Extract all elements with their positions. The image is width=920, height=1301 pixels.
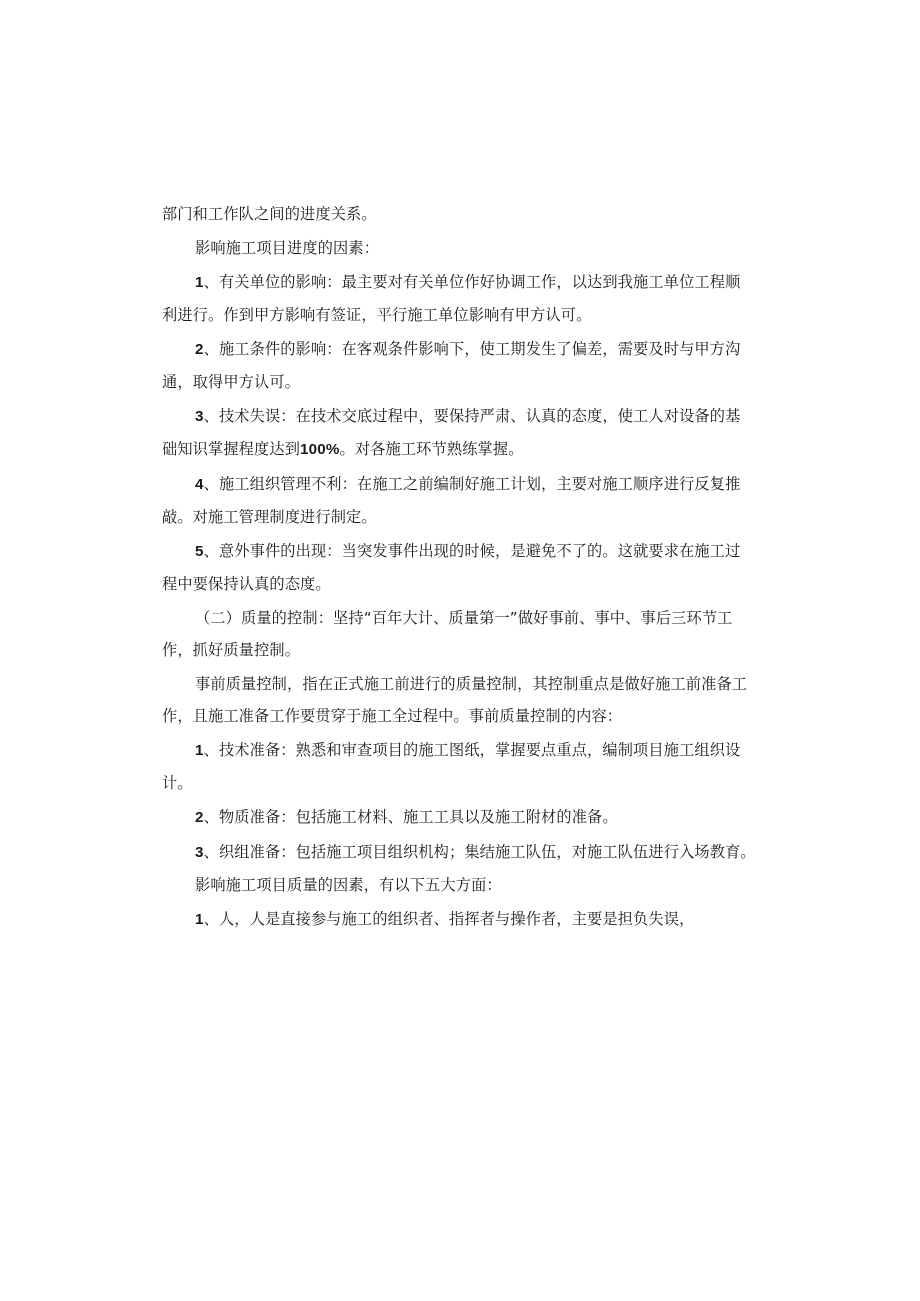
item-number: 1 xyxy=(195,274,204,291)
text-line xyxy=(162,433,758,466)
text-line xyxy=(162,700,758,732)
item-number: 1 xyxy=(195,911,204,928)
text-line xyxy=(162,801,758,834)
text-line xyxy=(162,634,758,666)
line-text: 影响施工项目进度的因素： xyxy=(195,239,380,257)
line-text: 、有关单位的影响：最主要对有关单位作好协调工作，以达到我施工单位工程顺 xyxy=(203,273,741,291)
text-line xyxy=(162,535,758,568)
line-text: 利进行。作到甲方影响有签证，平行施工单位影响有甲方认可。 xyxy=(162,306,592,324)
text-line xyxy=(162,501,758,533)
line-text: 计。 xyxy=(162,774,193,792)
text-line xyxy=(162,366,758,398)
line-text: 。对各施工环节熟练掌握。 xyxy=(339,440,524,458)
text-line xyxy=(162,266,758,299)
line-text: 作，且施工准备工作要贯穿于施工全过程中。事前质量控制的内容： xyxy=(162,707,623,725)
text-line xyxy=(162,734,758,767)
item-number: 3 xyxy=(195,844,204,861)
line-text: 、施工条件的影响：在客观条件影响下，使工期发生了偏差，需要及时与甲方沟 xyxy=(203,340,741,358)
text-line xyxy=(162,767,758,799)
line-text: （二）质量的控制：坚持“百年大计、质量第一”做好事前、事中、事后三环节工 xyxy=(195,609,733,627)
text-line xyxy=(162,468,758,501)
text-line xyxy=(162,903,758,936)
line-text: 程中要保持认真的态度。 xyxy=(162,575,331,593)
text-line xyxy=(162,568,758,600)
text-line xyxy=(162,198,758,230)
line-text: 、意外事件的出现：当突发事件出现的时候，是避免不了的。这就要求在施工过 xyxy=(203,542,741,560)
line-text: 敲。对施工管理制度进行制定。 xyxy=(162,508,377,526)
line-text: 、织组准备：包括施工项目组织机构；集结施工队伍，对施工队伍进行入场教育。 xyxy=(203,843,756,861)
text-line xyxy=(162,602,758,634)
inline-percent: 100% xyxy=(300,441,340,458)
line-text: 、物质准备：包括施工材料、施工工具以及施工附材的准备。 xyxy=(203,808,618,826)
item-number: 1 xyxy=(195,742,204,759)
text-line xyxy=(162,836,758,869)
item-number: 2 xyxy=(195,809,204,826)
text-line xyxy=(162,299,758,331)
line-text: 、施工组织管理不利：在施工之前编制好施工计划，主要对施工顺序进行反复推 xyxy=(203,475,741,493)
line-text: 事前质量控制，指在正式施工前进行的质量控制，其控制重点是做好施工前准备工 xyxy=(195,675,748,693)
line-text: 础知识掌握程度达到 xyxy=(162,440,301,458)
line-text: 、技术准备：熟悉和审查项目的施工图纸，掌握要点重点，编制项目施工组织设 xyxy=(203,741,741,759)
item-number: 3 xyxy=(195,408,204,425)
text-line xyxy=(162,400,758,433)
line-text: 作，抓好质量控制。 xyxy=(162,641,301,659)
text-line xyxy=(162,232,758,264)
text-line xyxy=(162,869,758,901)
line-text: 通，取得甲方认可。 xyxy=(162,373,301,391)
item-number: 2 xyxy=(195,341,204,358)
text-line xyxy=(162,668,758,700)
item-number: 5 xyxy=(195,543,204,560)
document-body xyxy=(162,198,758,936)
line-text: 、人，人是直接参与施工的组织者、指挥者与操作者，主要是担负失误， xyxy=(203,910,695,928)
text-line xyxy=(162,333,758,366)
item-number: 4 xyxy=(195,476,204,493)
line-text: 影响施工项目质量的因素，有以下五大方面： xyxy=(195,876,502,894)
line-text: 部门和工作队之间的进度关系。 xyxy=(162,205,377,223)
line-text: 、技术失误：在技术交底过程中，要保持严肃、认真的态度，使工人对设备的基 xyxy=(203,407,741,425)
